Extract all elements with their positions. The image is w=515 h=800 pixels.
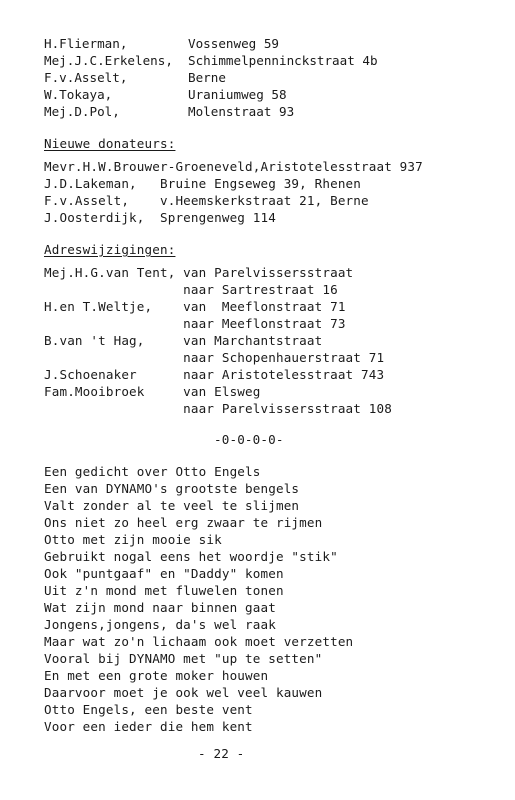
poem-line: Gebruikt nogal eens het woordje "stik" (44, 549, 338, 564)
adres-line: naar Meeflonstraat 73 (44, 316, 346, 331)
member-name: W.Tokaya, (44, 87, 113, 102)
poem-line: Wat zijn mond naar binnen gaat (44, 600, 276, 615)
poem-line: Uit z'n mond met fluwelen tonen (44, 583, 284, 598)
poem-line: En met een grote moker houwen (44, 668, 269, 683)
poem-line: Ook "puntgaaf" en "Daddy" komen (44, 566, 284, 581)
poem-line: Otto Engels, een beste vent (44, 702, 253, 717)
poem-line: Voor een ieder die hem kent (44, 719, 253, 734)
member-address: Uraniumweg 58 (188, 87, 287, 102)
adres-line: Mej.H.G.van Tent, van Parelvissersstraat (44, 265, 354, 280)
member-name: H.Flierman, (44, 36, 128, 51)
donateur-line: F.v.Asselt, v.Heemskerkstraat 21, Berne (44, 193, 369, 208)
adres-line: naar Sartrestraat 16 (44, 282, 338, 297)
donateurs-heading: Nieuwe donateurs: (44, 136, 176, 151)
adres-line: naar Schopenhauerstraat 71 (44, 350, 385, 365)
donateur-line: Mevr.H.W.Brouwer-Groeneveld,Aristotelesstraat 937 (44, 159, 423, 174)
page-number: - 22 - (198, 746, 245, 761)
member-address: Berne (188, 70, 226, 85)
adres-line: H.en T.Weltje, van Meeflonstraat 71 (44, 299, 346, 314)
adres-heading: Adreswijzigingen: (44, 242, 176, 257)
poem-line: Jongens,jongens, da's wel raak (44, 617, 276, 632)
poem-line: Een van DYNAMO's grootste bengels (44, 481, 300, 496)
member-name: Mej.J.C.Erkelens, (44, 53, 173, 68)
member-address: Schimmelpenninckstraat 4b (188, 53, 378, 68)
donateur-line: J.Oosterdijk, Sprengenweg 114 (44, 210, 276, 225)
member-name: F.v.Asselt, (44, 70, 128, 85)
adres-line: Fam.Mooibroek van Elsweg (44, 384, 261, 399)
poem-line: Vooral bij DYNAMO met "up te setten" (44, 651, 323, 666)
adres-line: naar Parelvissersstraat 108 (44, 401, 392, 416)
member-address: Vossenweg 59 (188, 36, 279, 51)
member-address: Molenstraat 93 (188, 104, 295, 119)
donateur-line: J.D.Lakeman, Bruine Engseweg 39, Rhenen (44, 176, 362, 191)
adres-line: J.Schoenaker naar Aristotelesstraat 743 (44, 367, 385, 382)
poem-line: Maar wat zo'n lichaam ook moet verzetten (44, 634, 354, 649)
poem-line: Een gedicht over Otto Engels (44, 464, 261, 479)
member-name: Mej.D.Pol, (44, 104, 120, 119)
poem-line: Otto met zijn mooie sik (44, 532, 222, 547)
poem-line: Ons niet zo heel erg zwaar te rijmen (44, 515, 323, 530)
poem-line: Valt zonder al te veel te slijmen (44, 498, 300, 513)
adres-line: B.van 't Hag, van Marchantstraat (44, 333, 323, 348)
poem-line: Daarvoor moet je ook wel veel kauwen (44, 685, 323, 700)
separator: -0-0-0-0- (214, 432, 284, 447)
